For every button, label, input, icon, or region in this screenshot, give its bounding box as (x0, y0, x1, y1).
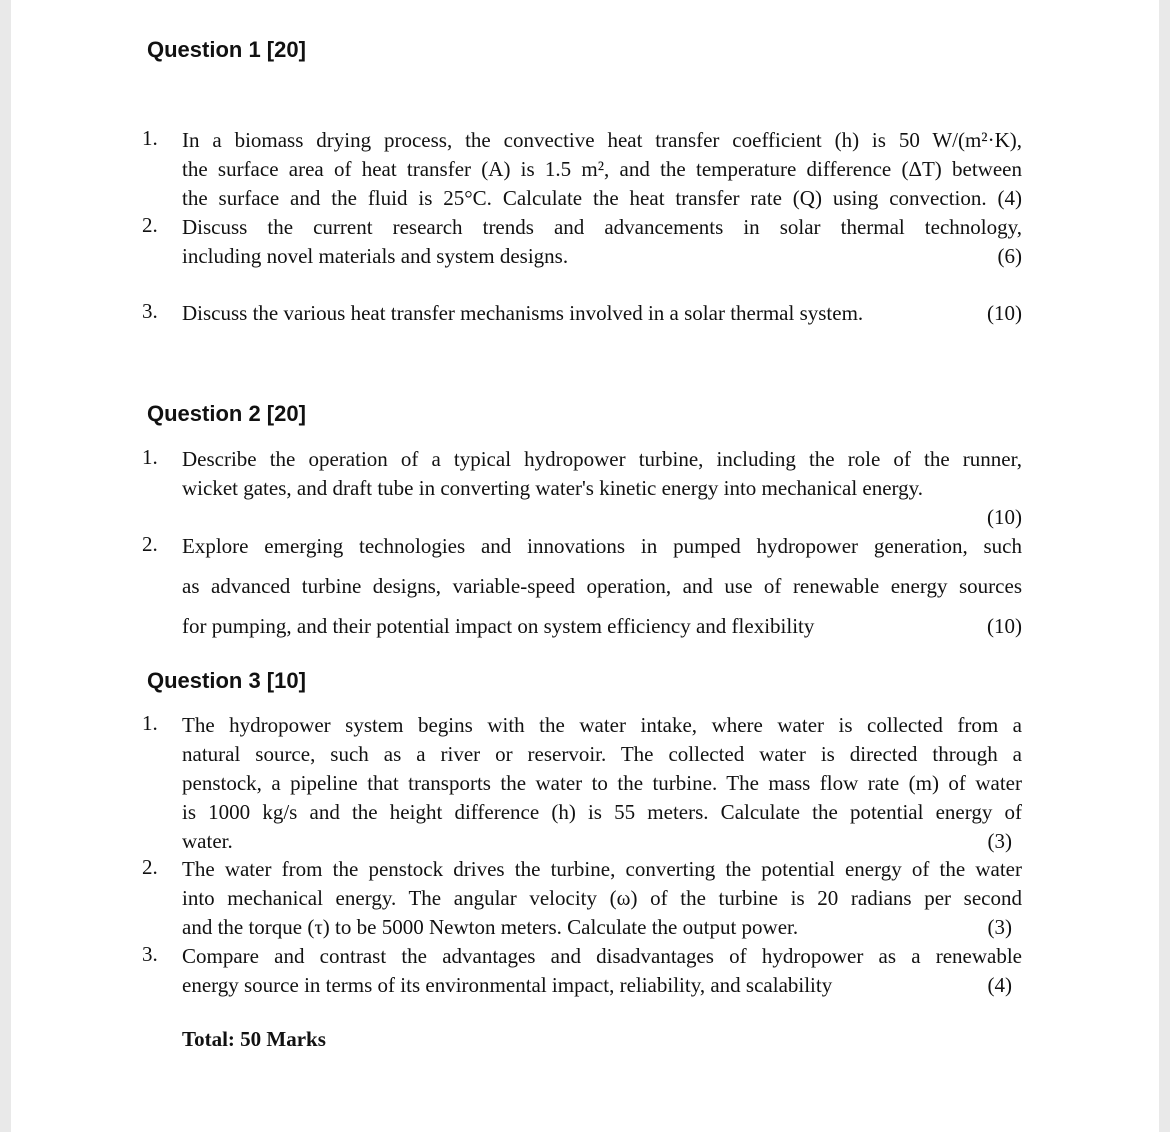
item-number: 2. (142, 532, 158, 556)
item-line: Explore emerging technologies and innovations in pumped hydropower generation, such (182, 534, 1022, 558)
item-line: the surface and the fluid is 25°C. Calculate the heat transfer rate (Q) using convection. (4) (182, 186, 1022, 210)
marks-label: (10) (987, 301, 1022, 325)
item-line: energy source in terms of its environmental impact, reliability, and scalability (182, 973, 833, 997)
item-line: The water from the penstock drives the turbine, converting the potential energy of the water (182, 857, 1022, 881)
marks-label: (4) (987, 973, 1012, 997)
marks-label: (6) (997, 244, 1022, 268)
item-number: 1. (142, 126, 158, 150)
question-3-heading: Question 3 [10] (147, 668, 306, 693)
marks-label: (10) (987, 614, 1022, 638)
item-line: Compare and contrast the advantages and disadvantages of hydropower as a renewable (182, 944, 1022, 968)
item-line: The hydropower system begins with the water intake, where water is collected from a (182, 713, 1022, 737)
item-number: 2. (142, 855, 158, 879)
item-line: water. (182, 829, 233, 853)
item-line: In a biomass drying process, the convective heat transfer coefficient (h) is 50 W/(m²·K), (182, 128, 1022, 152)
item-line: wicket gates, and draft tube in converting water's kinetic energy into mechanical energy. (182, 476, 924, 500)
item-line: as advanced turbine designs, variable-speed operation, and use of renewable energy sources (182, 574, 1022, 598)
marks-label: (3) (987, 915, 1012, 939)
item-line: is 1000 kg/s and the height difference (h) is 55 meters. Calculate the potential energy of (182, 800, 1022, 824)
marks-label: (10) (987, 505, 1022, 529)
item-line: including novel materials and system designs. (182, 244, 569, 268)
item-line: Discuss the current research trends and advancements in solar thermal technology, (182, 215, 1022, 239)
item-line: for pumping, and their potential impact on system efficiency and flexibility (182, 614, 815, 638)
marks-label: (3) (987, 829, 1012, 853)
item-number: 1. (142, 711, 158, 735)
item-line: natural source, such as a river or reservoir. The collected water is directed through a (182, 742, 1022, 766)
item-number: 2. (142, 213, 158, 237)
item-number: 3. (142, 942, 158, 966)
item-line: penstock, a pipeline that transports the water to the turbine. The mass flow rate (m) of water (182, 771, 1022, 795)
item-number: 3. (142, 299, 158, 323)
item-line: Describe the operation of a typical hydropower turbine, including the role of the runner, (182, 447, 1022, 471)
document-page (11, 0, 1159, 1132)
question-1-heading: Question 1 [20] (147, 37, 306, 62)
item-line: the surface area of heat transfer (A) is 1.5 m², and the temperature difference (ΔT) between (182, 157, 1022, 181)
item-line: Discuss the various heat transfer mechanisms involved in a solar thermal system. (182, 301, 864, 325)
item-line: and the torque (τ) to be 5000 Newton meters. Calculate the output power. (182, 915, 799, 939)
item-number: 1. (142, 445, 158, 469)
question-2-heading: Question 2 [20] (147, 401, 306, 426)
item-line: into mechanical energy. The angular velocity (ω) of the turbine is 20 radians per second (182, 886, 1022, 910)
total-marks: Total: 50 Marks (182, 1027, 326, 1051)
